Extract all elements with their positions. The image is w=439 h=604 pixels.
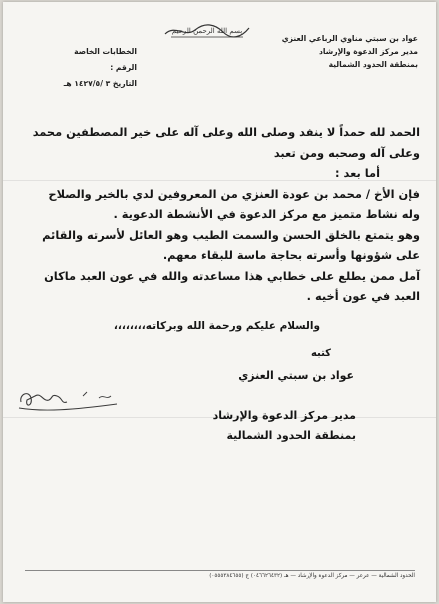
handwritten-signature bbox=[13, 382, 123, 418]
basmala-calligraphy bbox=[161, 20, 253, 42]
body-line: وله نشاط متميز مع مركز الدعوة في الأنشطة الدعوية . bbox=[113, 207, 420, 221]
letterhead-line: بمنطقة الحدود الشمالية bbox=[328, 60, 418, 69]
body-line: العبد في عون أخيه . bbox=[306, 289, 420, 303]
signer-title-line: بمنطقة الحدود الشمالية bbox=[226, 429, 356, 442]
signed-by-label: كتبه bbox=[310, 348, 331, 359]
reference-category: الخطابات الخاصة bbox=[74, 47, 137, 56]
signer-title bbox=[213, 406, 356, 446]
basmala-text: بسم الله الرحمن الرحيم bbox=[171, 27, 243, 35]
letter-footer: الحدود الشمالية — عرعر — مركز الدعوة والإرشاد — هـ (٠٤٦٦٢٦٤٣٢) ج (٠٥٥٥٣٨٤٦٥٥) bbox=[25, 570, 415, 579]
reference-date: التاريخ ٣ /١٤٢٧/٥ هـ bbox=[63, 79, 137, 88]
letterhead-line: مدير مركز الدعوة والإرشاد bbox=[319, 47, 418, 56]
letterhead-line: عواد بن سبتي مناوي الرباعي العنزي bbox=[281, 34, 418, 43]
letter-reference bbox=[27, 44, 137, 92]
body-line: الحمد لله حمداً لا ينفد وصلى الله وعلى آله على خير المصطفين محمد bbox=[32, 125, 420, 139]
closing-salutation: والسلام عليكم ورحمة الله وبركاته،،،،،،،، bbox=[113, 320, 320, 332]
body-line: وهو يتمتع بالخلق الحسن والسمت الطيب وهو العائل لأسرته والقائم bbox=[42, 227, 420, 242]
signer-name: عواد بن سبتي العنزي bbox=[238, 369, 354, 382]
body-line: على شؤونها وأسرته بحاجة ماسة للبقاء معهم. bbox=[162, 248, 420, 262]
body-line: آمل ممن يطلع على خطابي هذا مساعدته والله في عون العبد ماكان bbox=[44, 268, 420, 283]
body-line: فإن الأخ / محمد بن عودة العنزي من المعروفين لدي بالخير والصلاح bbox=[48, 186, 420, 201]
letter-page bbox=[3, 2, 436, 602]
signer-title-line: مدير مركز الدعوة والإرشاد bbox=[212, 409, 356, 422]
body-line: وعلى آله وصحبه ومن تعبد bbox=[273, 145, 420, 160]
letterhead-sender bbox=[258, 32, 418, 71]
reference-number: الرقم : bbox=[110, 63, 137, 72]
letter-body bbox=[20, 122, 420, 307]
body-line: أما بعد : bbox=[334, 166, 380, 180]
